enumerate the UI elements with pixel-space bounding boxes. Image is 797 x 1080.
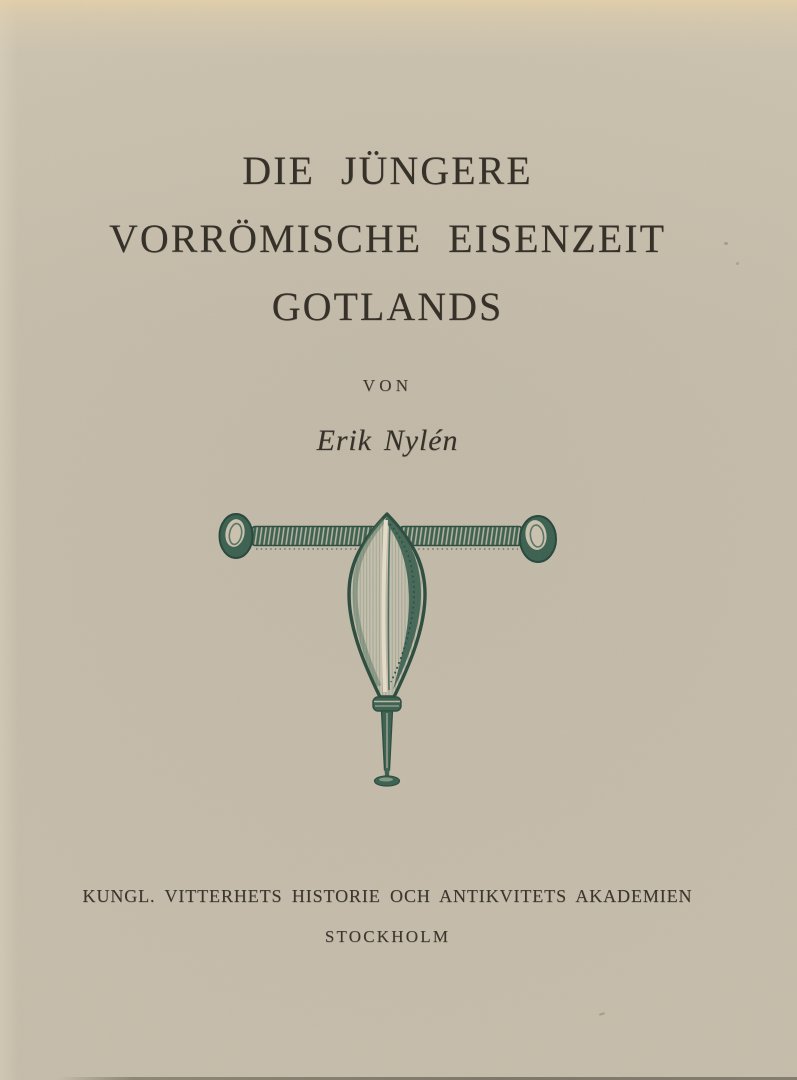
end-knob-right <box>520 516 556 562</box>
fibula-illustration <box>218 510 562 794</box>
fibula-pin <box>375 711 400 786</box>
end-knob-left <box>220 514 253 558</box>
paper-speck <box>724 242 728 245</box>
book-title-line-3: GOTLANDS <box>271 284 504 329</box>
book-title-line-1: DIE JÜNGERE <box>242 148 533 193</box>
publisher-city: STOCKHOLM <box>324 927 451 946</box>
byline-label: VON <box>362 376 413 395</box>
publisher-line: KUNGL. VITTERHETS HISTORIE OCH ANTIKVITETS AKADEMIEN <box>82 886 693 906</box>
paper-speck <box>599 1012 605 1015</box>
fibula-collar <box>373 697 401 711</box>
paper-speck <box>736 262 739 265</box>
author-name: Erik Nylén <box>316 424 459 457</box>
book-title-line-2: VORRÖMISCHE EISENZEIT <box>108 216 667 261</box>
